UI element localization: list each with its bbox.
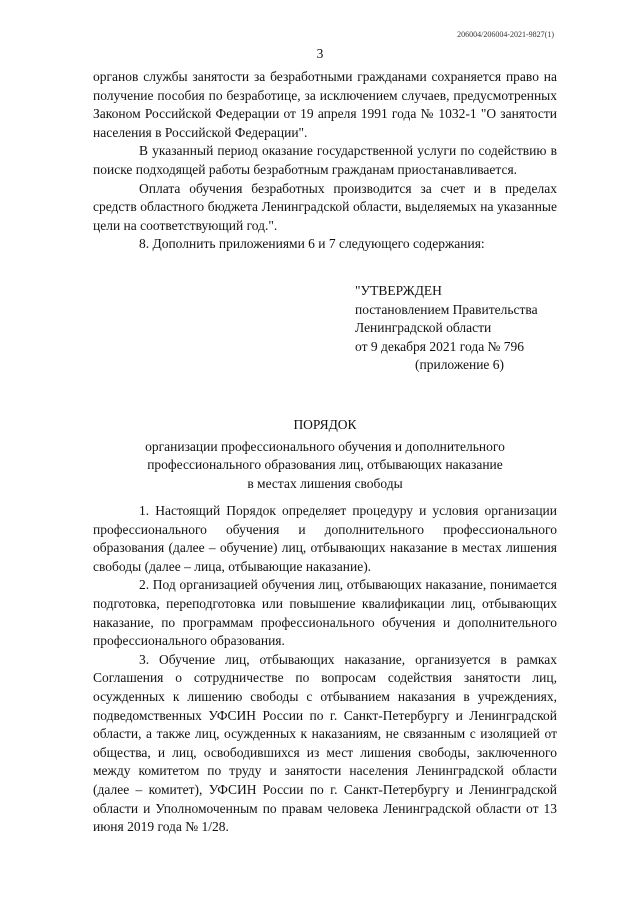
title-subtitle: организации профессионального обучения и дополнительного bbox=[145, 438, 505, 454]
page-number: 3 bbox=[316, 46, 324, 61]
title-heading: ПОРЯДОК bbox=[293, 417, 357, 432]
section-paragraph: 1. Настоящий Порядок определяет процедуру и условия организации профессионального обучения и дополнительного профессионального образования (далее – обучение) лиц, отбывающих наказание в местах лишения свободы (далее – лица, отбывающие наказание). bbox=[93, 503, 557, 574]
intro-text bbox=[93, 68, 557, 254]
approval-stamp: "УТВЕРЖДЕН bbox=[355, 283, 442, 298]
paragraph: Оплата обучения безработных производится за счет и в пределах средств областного бюджета Ленинградской области, выделяемых на указанные цели на соответствующий год.". bbox=[93, 180, 557, 233]
appendix-note: (приложение 6) bbox=[415, 357, 505, 373]
approval-line: Ленинградской области bbox=[355, 320, 492, 336]
section-paragraph: 3. Обучение лиц, отбывающих наказание, организуется в рамках Соглашения о сотрудничестве по вопросам содействия занятости лиц, осужденных к лишению свободы с отбыванием наказания в учреждениях, подведомственных УФСИН России по г. Санкт-Петербургу и Ленинградской области, а также лиц, осужденных к наказаниям, не связанным с изоляцией от общества, и лиц, освободившихся из мест лишения свободы, заключенного между комитетом по труду и занятости населения Ленинградской области (далее – комитет), УФСИН России по г. Санкт-Петербургу и Ленинградской области и Уполномоченным по правам человека Ленинградской области от 13 июня 2019 года № 1/28. bbox=[93, 651, 557, 835]
paragraph: 8. Дополнить приложениями 6 и 7 следующего содержания: bbox=[139, 236, 485, 252]
document-title bbox=[93, 416, 557, 493]
title-subtitle: профессионального образования лиц, отбывающих наказание bbox=[147, 457, 503, 473]
document-id: 206004/206004-2021-9827(1) bbox=[457, 30, 554, 39]
approval-date: от 9 декабря 2021 года № 796 bbox=[355, 338, 525, 354]
approval-line: постановлением Правительства bbox=[355, 301, 538, 317]
section-paragraph: 2. Под организацией обучения лиц, отбывающих наказание, понимается подготовка, переподготовка или повышение квалификации лиц, отбывающих наказание, по программам профессионального обучения и дополнительного профессионального образования. bbox=[93, 577, 557, 649]
paragraph: В указанный период оказание государственной услуги по содействию в поиске подходящей работы безработным гражданам приостанавливается. bbox=[93, 143, 557, 177]
paragraph: органов службы занятости за безработными гражданами сохраняется право на получение пособия по безработице, за исключением случаев, предусмотренных Законом Российской Федерации от 19 апреля 1991 года № 1032-1 "О занятости населения в Российской Федерации". bbox=[93, 69, 557, 140]
title-subtitle: в местах лишения свободы bbox=[247, 475, 403, 491]
numbered-sections bbox=[93, 502, 557, 837]
approval-block bbox=[355, 282, 538, 375]
